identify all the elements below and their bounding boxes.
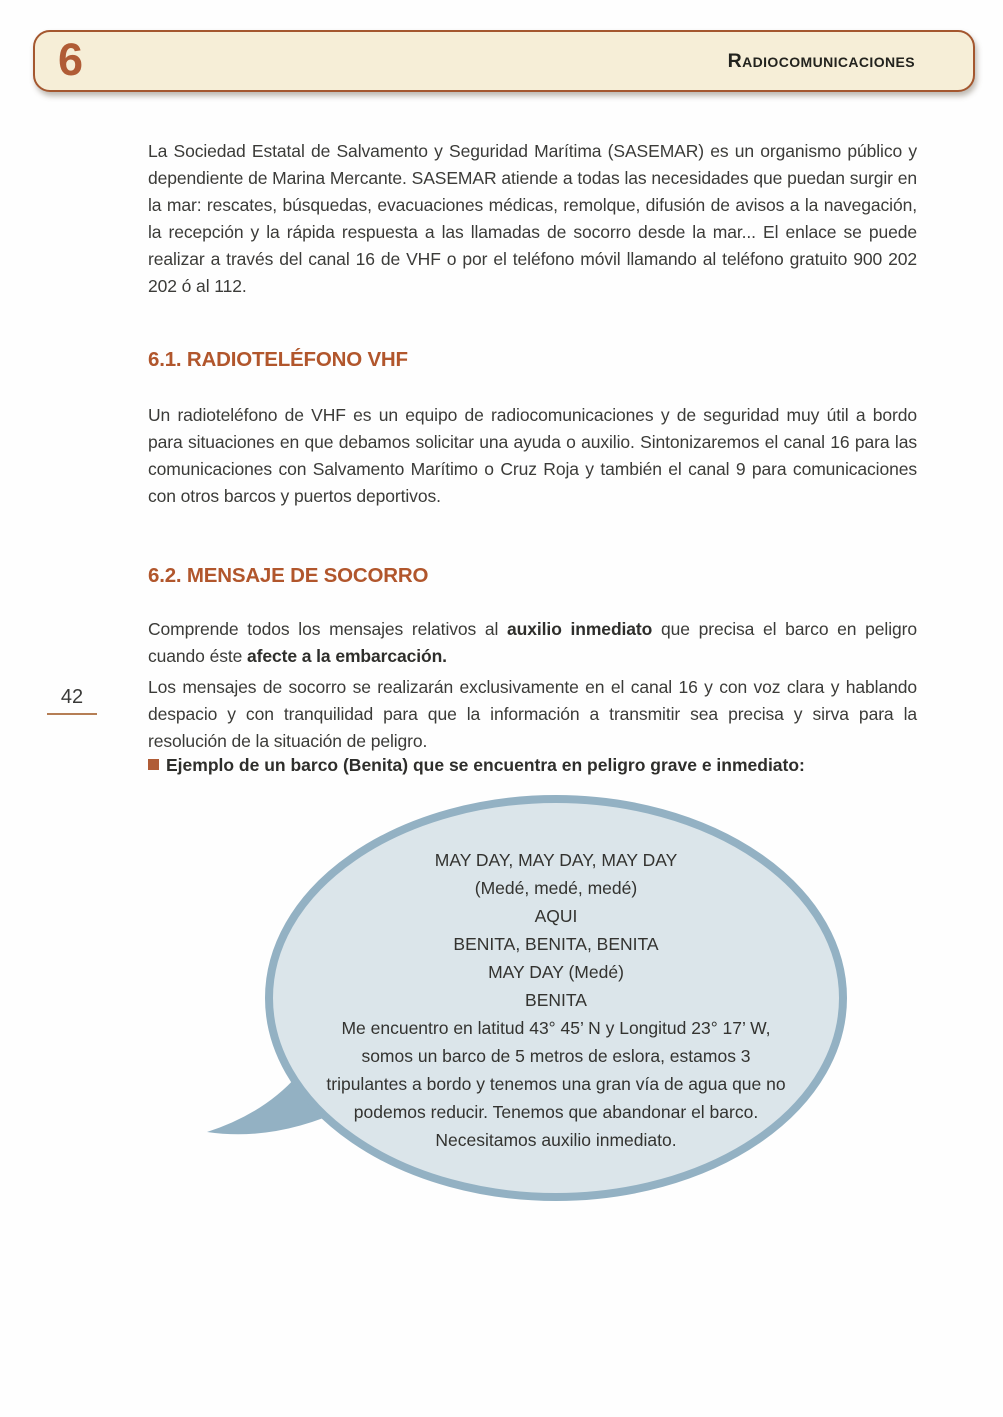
speech-bubble [195,790,885,1220]
section-6-1-paragraph: Un radioteléfono de VHF es un equipo de radiocomunicaciones y de seguridad muy útil a bordo para situaciones en que debamos solicitar una ayuda o auxilio. Sintonizaremos el canal 16 para las comunicaciones con Salvamento Marítimo o Cruz Roja y también el canal 9 para comunicaciones con otros barcos y puertos deportivos. [148,405,917,506]
section-heading-6-2: 6.2. MENSAJE DE SOCORRO [148,564,429,587]
example-bullet-item [148,754,917,776]
bubble-line: MAY DAY (Medé) [488,962,624,982]
section-6-2-paragraph-2: Los mensajes de socorro se realizarán exclusivamente en el canal 16 y con voz clara y hablando despacio y con tranquilidad para que la información a transmitir sea precisa y sirva para la resolución de la situación de peligro. [148,677,917,751]
paragraph-text: que precisa el barco en peligro cuando éste [148,619,917,666]
paragraph-text: Comprende todos los mensajes relativos al [148,619,508,639]
bubble-text-block [323,846,789,1154]
section-heading-6-1: 6.1. RADIOTELÉFONO VHF [148,348,408,371]
bold-afecte-embarcacion: afecte a la embarcación. [247,646,447,666]
bubble-paragraph: Me encuentro en latitud 43° 45’ N y Longitud 23° 17’ W, somos un barco de 5 metros de eslora, estamos 3 tripulantes a bordo y tenemos una gran vía de agua que no podemos reducir. Tenemos que abandonar el barco. Necesitamos auxilio inmediato. [326,1018,786,1150]
bubble-line: MAY DAY, MAY DAY, MAY DAY [434,850,678,870]
example-bullet-label: Ejemplo de un barco (Benita) que se encuentra en peligro grave e inmediato: [166,755,805,775]
intro-paragraph: La Sociedad Estatal de Salvamento y Seguridad Marítima (SASEMAR) es un organismo público y dependiente de Marina Mercante. SASEMAR atiende a todas las necesidades que puedan surgir en la mar: rescates, búsquedas, evacuaciones médicas, remolque, difusión de avisos a la navegación, la recepción y la rápida respuesta a las llamadas de socorro desde la mar... El enlace se puede realizar a través del canal 16 de VHF o por el teléfono móvil llamando al teléfono gratuito 900 202 202 ó al 112. [148,141,917,296]
bubble-line: AQUI [534,906,578,926]
bold-auxilio-inmediato: auxilio inmediato [507,619,653,639]
chapter-number: 6 [58,33,84,85]
bubble-line: (Medé, medé, medé) [474,878,638,898]
chapter-title: Radiocomunicaciones [727,49,915,72]
chapter-header-bar [33,30,975,92]
bubble-line: BENITA [525,990,587,1010]
page-number: 42 [47,686,97,715]
section-6-2-paragraph-1 [148,616,917,670]
bubble-line: BENITA, BENITA, BENITA [453,934,659,954]
square-bullet-icon [148,759,159,770]
